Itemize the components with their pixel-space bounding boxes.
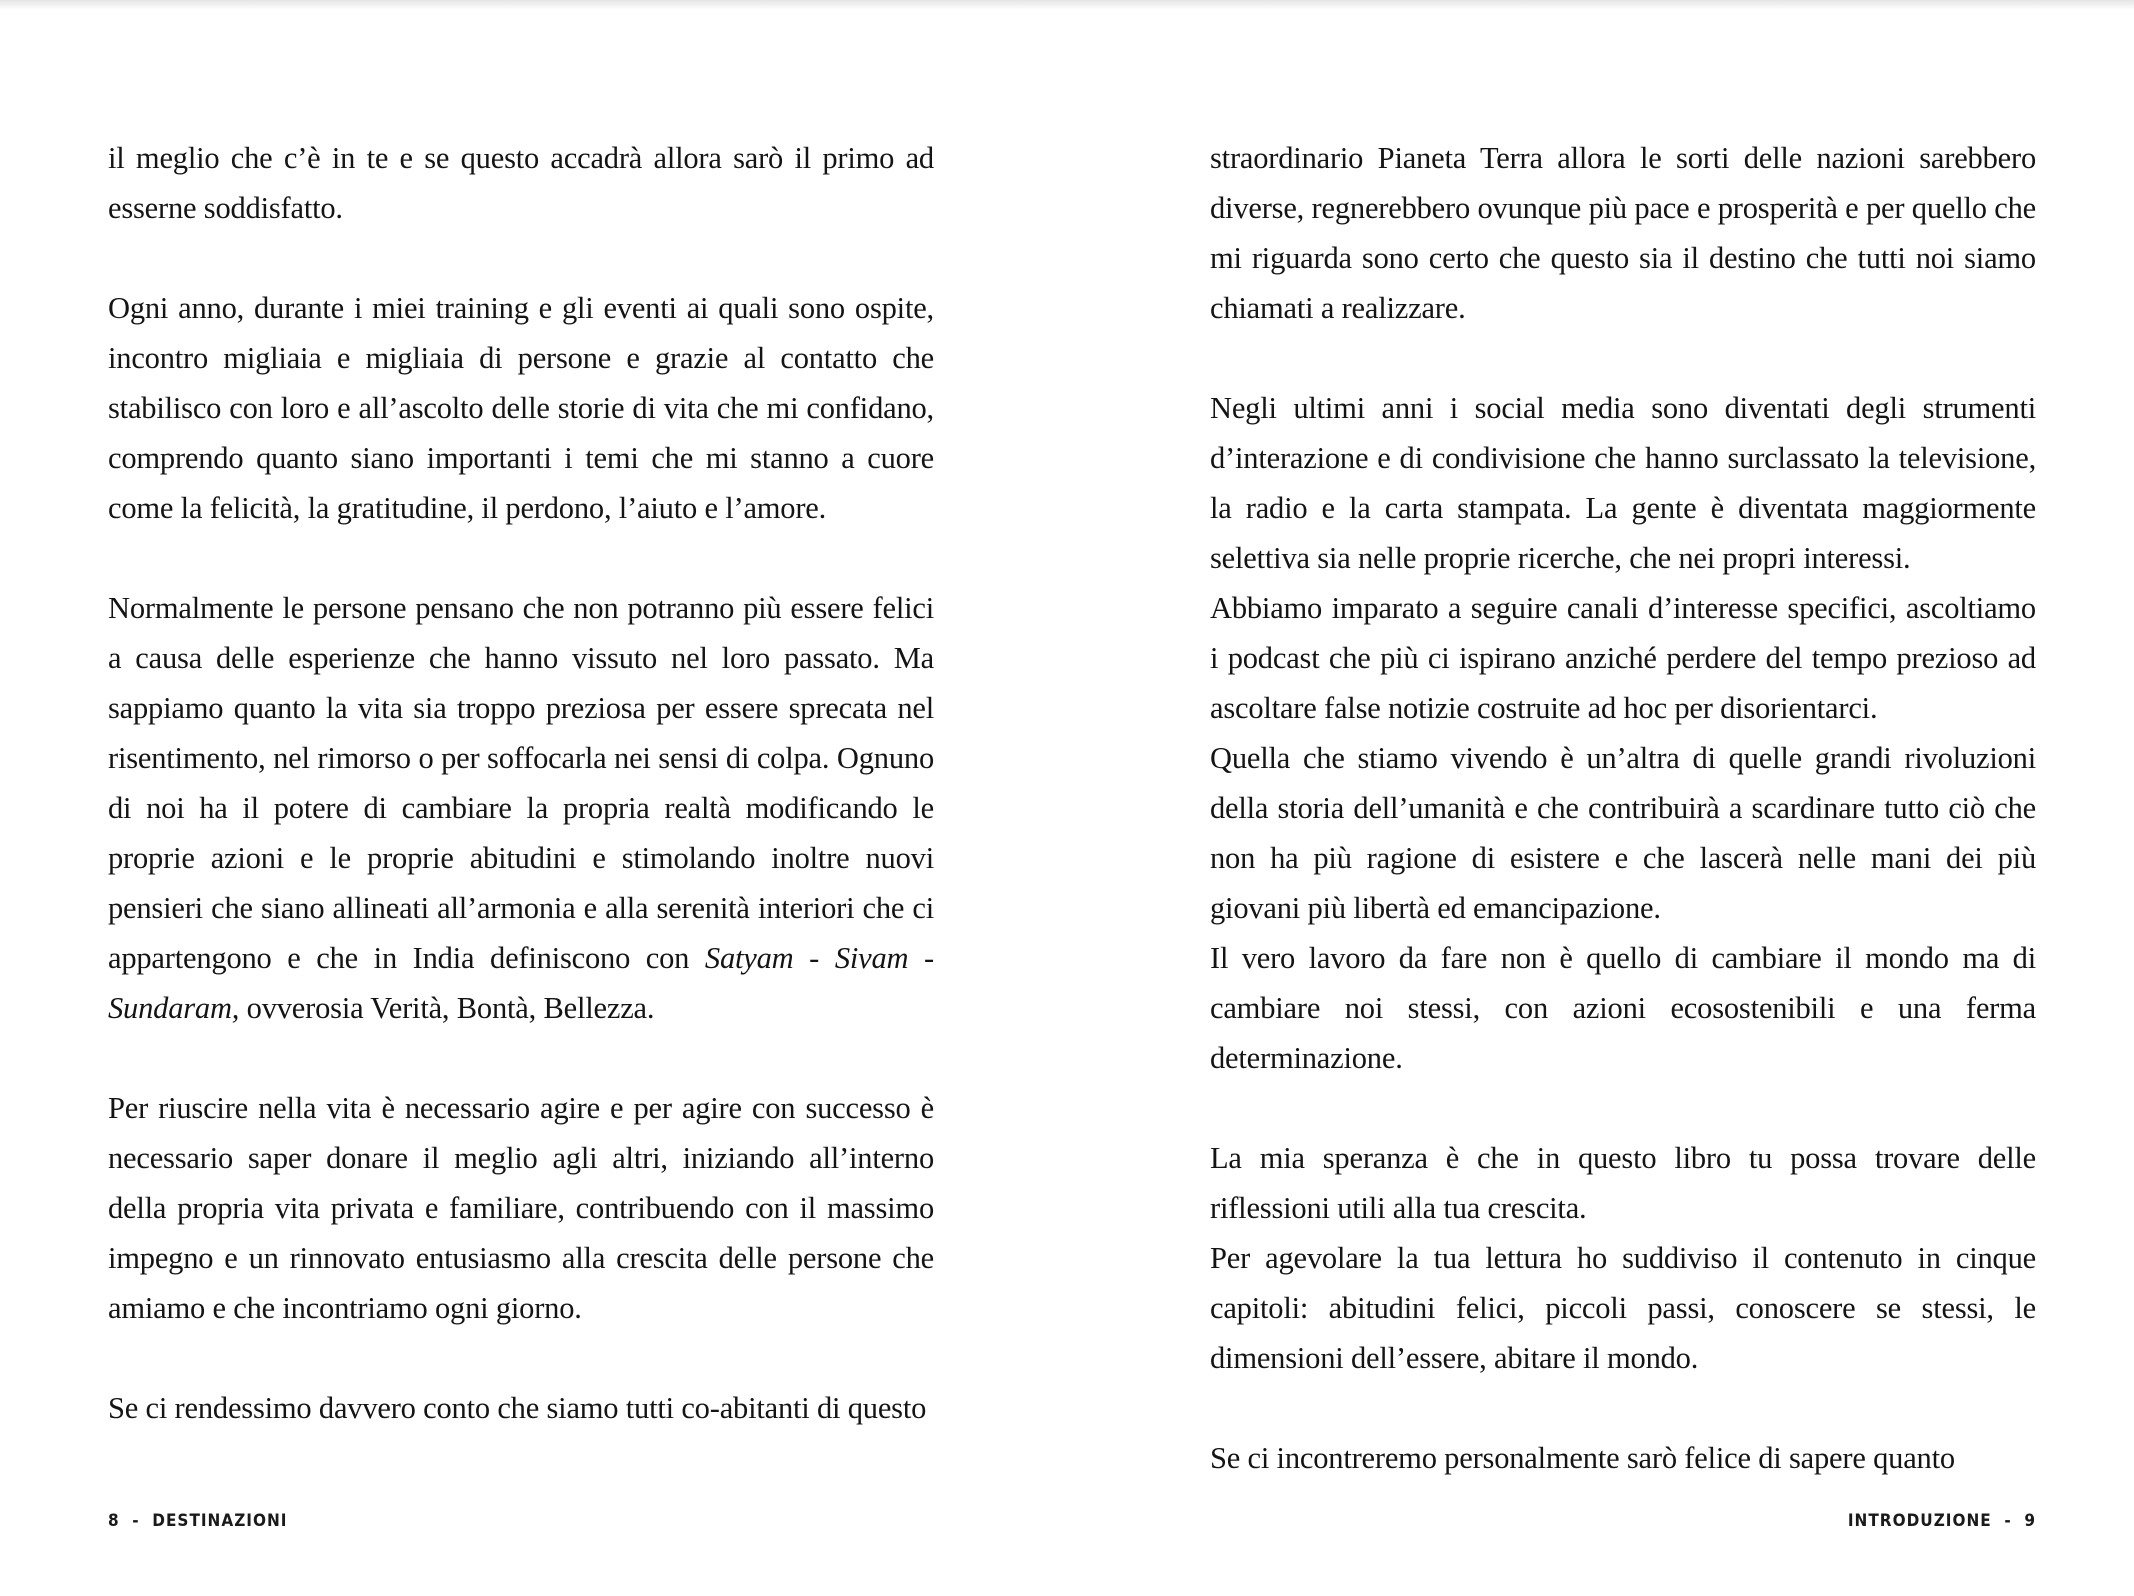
right-paragraph-1: straordinario Pianeta Terra allora le sorti delle nazioni sarebbero diverse, regnerebbero ovunque più pace e prosperità e per quello che mi riguarda sono certo che questo sia il destino che tutti noi siamo chiamati a realizzare.	[1210, 141, 2036, 325]
italic-phrase: Satyam - Sivam - Sundaram,	[108, 941, 934, 1025]
spread-top-shadow	[0, 0, 2134, 10]
right-paragraph-8: Se ci incontreremo personalmente sarò felice di sapere quanto	[1210, 1441, 1955, 1475]
left-page-footer: 8 - DESTINAZIONI	[108, 1511, 288, 1531]
left-paragraph-3	[108, 583, 934, 1033]
right-paragraph-3: Abbiamo imparato a seguire canali d’interesse specifici, ascoltiamo i podcast che più ci ispirano anziché perdere del tempo prezioso ad ascoltare false notizie costruite ad hoc per disorientarci.	[1210, 591, 2036, 725]
right-paragraph-4: Quella che stiamo vivendo è un’altra di quelle grandi rivoluzioni della storia dell’umanità e che contribuirà a scardinare tutto ciò che non ha più ragione di esistere e che lascerà nelle mani dei più giovani più libertà ed emancipazione.	[1210, 741, 2036, 925]
left-paragraph-2	[108, 283, 934, 533]
text-run: ovverosia Verità, Bontà, Bellezza.	[239, 991, 655, 1025]
left-paragraph-5	[108, 1383, 934, 1433]
text-run: Ogni anno, durante i miei training e gli eventi ai quali sono ospite, incontro migliaia e migliaia di persone e grazie al contatto che stabilisco con loro e all’ascolto delle storie di vita che mi confidano, comprendo quanto siano importanti i temi che mi stanno a cuore come la felicità, la gratitudine, il perdono, l’aiuto e l’amore.	[108, 291, 934, 525]
left-paragraph-4	[108, 1083, 934, 1333]
right-paragraph-6: La mia speranza è che in questo libro tu possa trovare delle riflessioni utili alla tua crescita.	[1210, 1141, 2036, 1225]
text-run: il meglio che c’è in te e se questo accadrà allora sarò il primo ad esserne soddisfatto.	[108, 141, 934, 225]
right-paragraph-2: Negli ultimi anni i social media sono diventati degli strumenti d’interazione e di condivisione che hanno surclassato la televisione, la radio e la carta stampata. La gente è diventata maggiormente selettiva sia nelle proprie ricerche, che nei propri interessi.	[1210, 391, 2036, 575]
text-run: Se ci rendessimo davvero conto che siamo tutti co-abitanti di questo	[108, 1391, 927, 1425]
right-page-footer: INTRODUZIONE - 9	[1847, 1511, 2036, 1531]
text-run: Normalmente le persone pensano che non potranno più essere felici a causa delle esperienze che hanno vissuto nel loro passato. Ma sappiamo quanto la vita sia troppo preziosa per essere sprecata nel risentimento, nel rimorso o per soffocarla nei sensi di colpa. Ognuno di noi ha il potere di cambiare la propria realtà modificando le proprie azioni e le proprie abitudini e stimolando inoltre nuovi pensieri che siano allineati all’armonia e alla serenità interiori che ci appartengono e che in India definiscono con	[108, 591, 934, 975]
right-paragraph-5: Il vero lavoro da fare non è quello di cambiare il mondo ma di cambiare noi stessi, con azioni ecosostenibili e una ferma determinazione.	[1210, 941, 2036, 1075]
left-paragraph-1	[108, 133, 934, 233]
text-run: Per riuscire nella vita è necessario agire e per agire con successo è necessario saper donare il meglio agli altri, iniziando all’interno della propria vita privata e familiare, contribuendo con il massimo impegno e un rinnovato entusiasmo alla crescita delle persone che amiamo e che incontriamo ogni giorno.	[108, 1091, 934, 1325]
right-paragraph-7: Per agevolare la tua lettura ho suddiviso il contenuto in cinque capitoli: abitudini felici, piccoli passi, conoscere se stessi, le dimensioni dell’essere, abitare il mondo.	[1210, 1241, 2036, 1375]
right-page	[1210, 133, 2036, 1483]
left-page	[108, 133, 934, 1433]
